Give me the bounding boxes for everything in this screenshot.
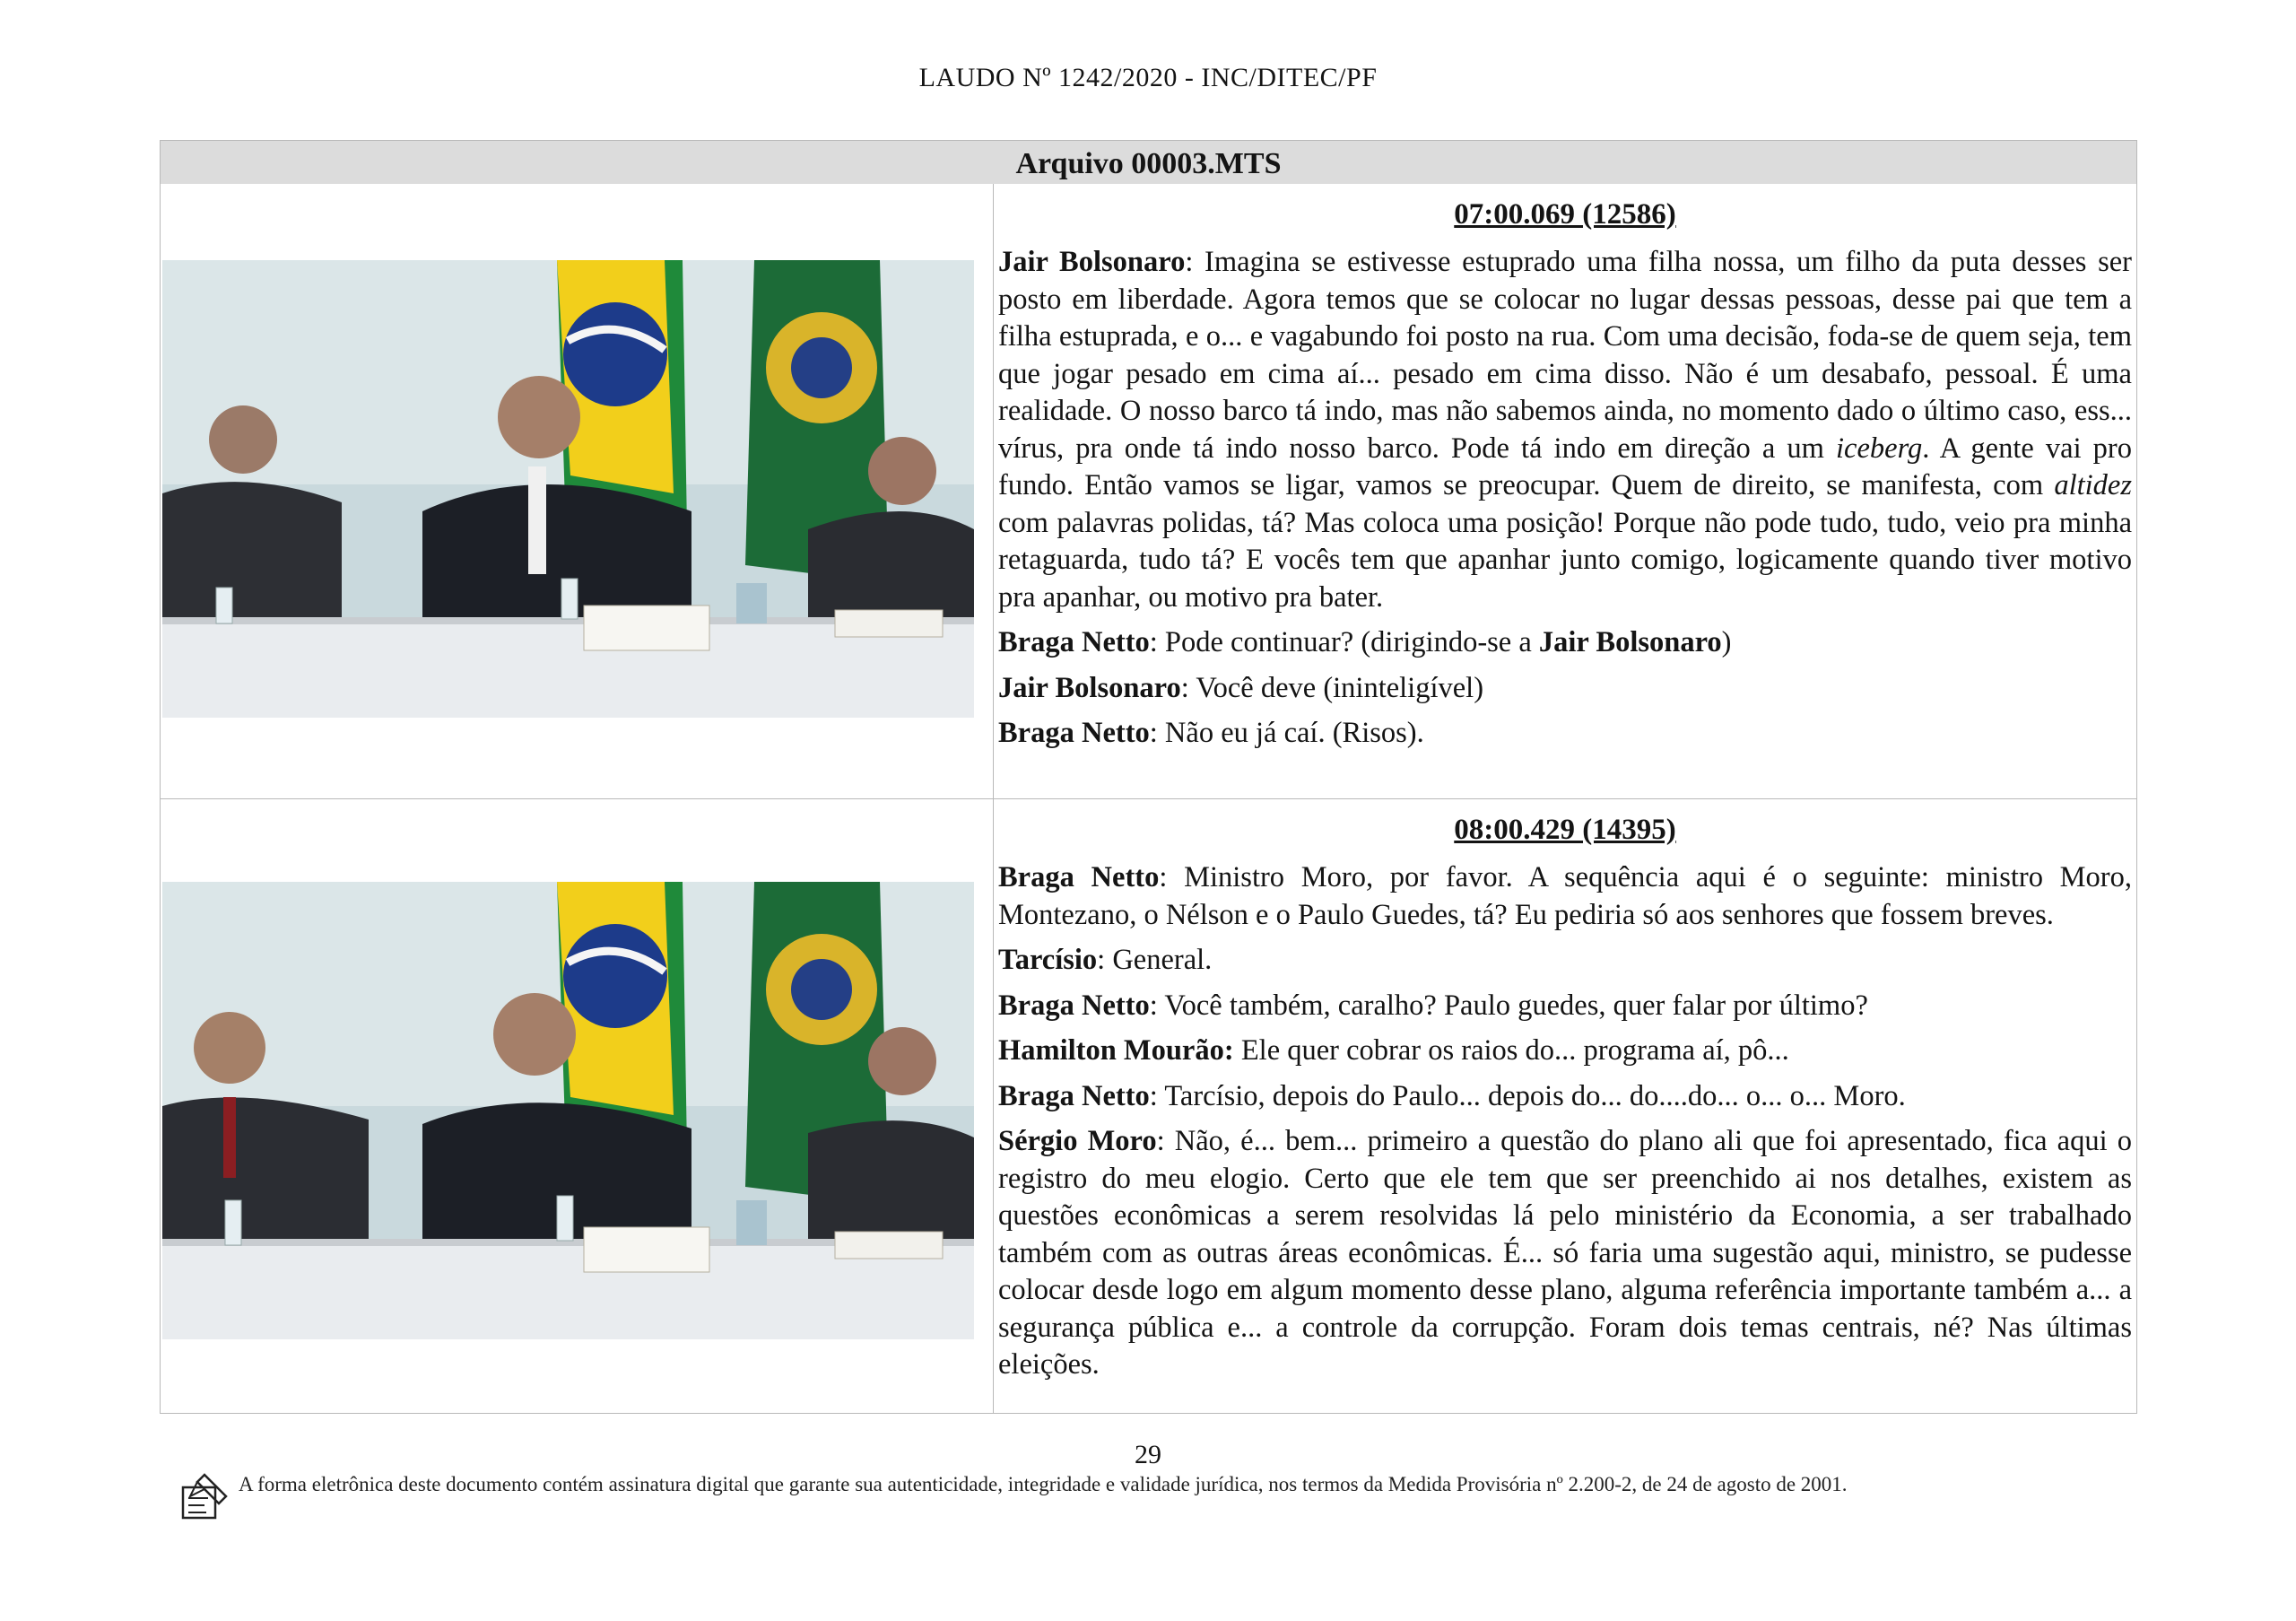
table-row — [161, 798, 2136, 1414]
footer — [178, 1471, 2151, 1534]
speech-line — [998, 988, 2132, 1025]
speaker-name: Jair Bolsonaro — [998, 246, 1186, 278]
speech-text: ) — [1721, 626, 1732, 658]
speech-text: : Você deve (ininteligível) — [1180, 671, 1484, 704]
speech-text: : Não, é... bem... primeiro a questão do plano ali que foi apresentado, fica aqui o registro do meu elogio. Certo que ele tem que ser preenchido ai nos detalhes, existem as questões econômicas a serem resolvidas lá pelo ministério da Economia, a ser trabalhado também com as outras áreas econômicas. É... só faria uma sugestão aqui, ministro, se pudesse colocar desde logo em algum momento desse plano, alguma referência importante também a... a segurança pública e... a controle da corrupção. Foram dois temas centrais, né? Nas últimas eleições. — [998, 1125, 2133, 1381]
speaker-name: Hamilton Mourão: — [998, 1034, 1234, 1067]
speaker-name: Braga Netto — [998, 861, 1160, 893]
speech-line — [998, 1033, 2132, 1070]
speech-text: : Imagina se estivesse estuprado uma filha nossa, um filho da puta desses ser posto em liberdade. Agora temos que se colocar no lugar dessas pessoas, desse pai que tem a filha estuprada, e o... e vagabundo foi posto na rua. Com uma decisão, foda-se de quem seja, tem que jogar pesado em cima aí... pesado em cima disso. Não é um desabafo, pessoal. É uma realidade. O nosso barco tá indo, mas não sabemos ainda, no momento dado o último caso, ess... vírus, pra onde tá indo nosso barco. Pode tá indo em direção a um — [998, 246, 2132, 465]
speaker-name: Sérgio Moro — [998, 1125, 1157, 1157]
speech-line — [998, 624, 2132, 662]
image-cell — [161, 184, 994, 798]
speaker-name: Jair Bolsonaro — [998, 671, 1181, 704]
footer-text: A forma eletrônica deste documento contém assinatura digital que garante sua autenticidade, integridade e validade jurídica, nos termos da Medida Provisória nº 2.200-2, de 24 de agosto de 2001. — [239, 1473, 1848, 1495]
speech-italic: iceberg — [1836, 431, 1923, 465]
digital-signature-icon — [178, 1471, 230, 1523]
speaker-name: Braga Netto — [998, 717, 1150, 749]
speech-text: . A gente vai pro fundo. Então vamos se ligar, vamos se preocupar. Quem de direito, se manifesta, com — [998, 431, 2132, 501]
speech-line — [998, 1123, 2132, 1384]
speech-line — [998, 244, 2132, 616]
speaker-name: Braga Netto — [998, 1079, 1150, 1112]
transcript-table — [160, 140, 2137, 1414]
video-frame-image — [162, 882, 974, 1339]
speaker-name: Braga Netto — [998, 626, 1150, 658]
speech-italic: altidez — [2054, 469, 2132, 501]
speech-text: : Pode continuar? (dirigindo-se a — [1149, 626, 1539, 658]
speech-line — [998, 670, 2132, 708]
timestamp: 07:00.069 (12586) — [1454, 198, 1676, 231]
speech-text: : General. — [1097, 944, 1213, 976]
page-number: 29 — [1135, 1440, 1161, 1469]
document-header: LAUDO Nº 1242/2020 - INC/DITEC/PF — [918, 63, 1378, 92]
speaker-name: Tarcísio — [998, 944, 1098, 976]
speech-line — [998, 859, 2132, 934]
speech-line — [998, 1078, 2132, 1116]
speech-line — [998, 715, 2132, 753]
speech-text: com palavras polidas, tá? Mas coloca uma posição! Porque não pode tudo, tudo, veio pra minha retaguarda, tudo tá? E vocês tem que apanhar junto comigo, logicamente quando tiver motivo pra apanhar, ou motivo pra bater. — [998, 506, 2132, 614]
speech-text: Ele quer cobrar os raios do... programa aí, pô... — [1233, 1034, 1789, 1067]
speech-text: : Não eu já caí. (Risos). — [1149, 717, 1424, 749]
speaker-name: Braga Netto — [998, 989, 1150, 1022]
speech-text: : Você também, caralho? Paulo guedes, quer falar por último? — [1149, 989, 1868, 1022]
video-frame-image — [162, 260, 974, 718]
speech-line — [998, 942, 2132, 980]
timestamp: 08:00.429 (14395) — [1454, 814, 1676, 846]
table-title: Arquivo 00003.MTS — [161, 141, 2136, 184]
speech-text: : Tarcísio, depois do Paulo... depois do... do....do... o... o... Moro. — [1149, 1079, 1906, 1112]
transcript-cell — [994, 799, 2136, 1414]
transcript-cell — [994, 184, 2136, 798]
speech-text: : Ministro Moro, por favor. A sequência aqui é o seguinte: ministro Moro, Montezano, o Nélson e o Paulo Guedes, tá? Eu pediria só aos senhores que fossem breves. — [998, 861, 2133, 931]
table-row — [161, 184, 2136, 798]
speaker-reference: Jair Bolsonaro — [1538, 626, 1722, 658]
image-cell — [161, 799, 994, 1414]
